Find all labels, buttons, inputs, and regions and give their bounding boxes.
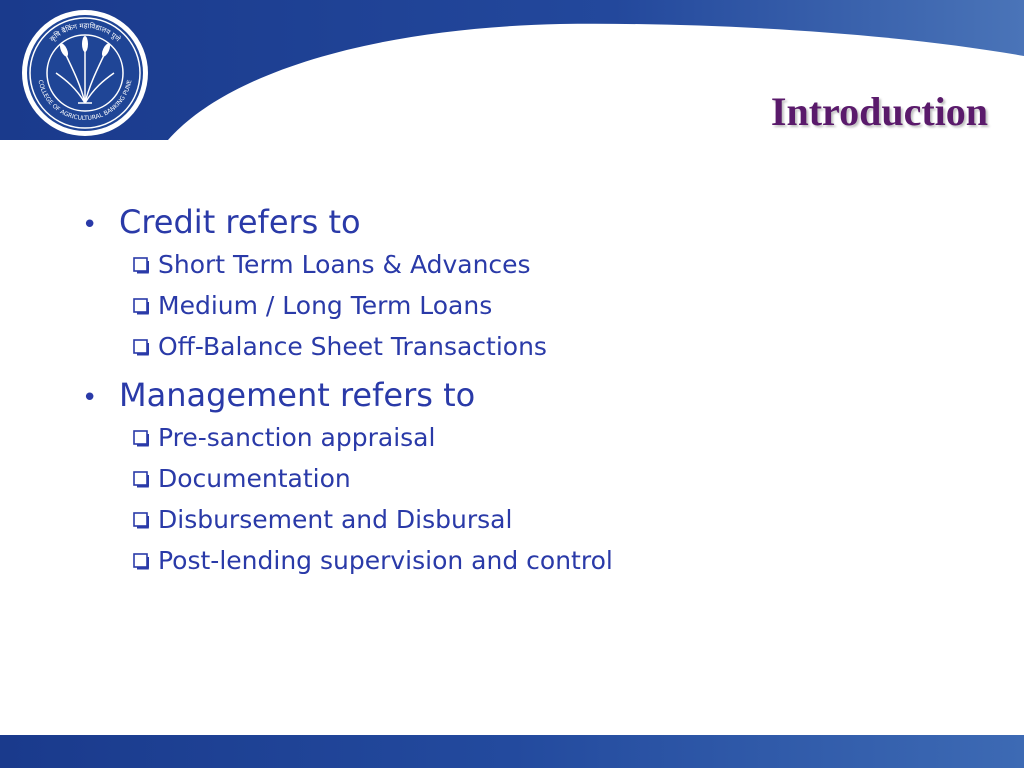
footer-band	[0, 735, 1024, 768]
logo-hindi-text: कृषि बैंकिंग महाविद्यालय पुणे	[48, 21, 122, 44]
checkbox-square-icon	[132, 429, 158, 447]
sub-bullet-item	[132, 499, 980, 540]
sub-bullet-text: Pre-sanction appraisal	[158, 423, 436, 452]
sub-bullet-text: Short Term Loans & Advances	[158, 250, 531, 279]
logo-english-text: COLLEGE OF AGRICULTURAL BANKING PUNE	[36, 79, 134, 123]
checkbox-square-icon	[132, 338, 158, 356]
sub-bullet-item	[132, 326, 980, 367]
checkbox-square-icon	[132, 511, 158, 529]
sub-bullet-item	[132, 244, 980, 285]
bullet-item	[80, 200, 980, 244]
bullet-dot-icon: •	[82, 210, 98, 240]
checkbox-square-icon	[132, 297, 158, 315]
sub-bullet-item	[132, 458, 980, 499]
sub-bullet-text: Medium / Long Term Loans	[158, 291, 493, 320]
sub-bullet-text: Documentation	[158, 464, 351, 493]
college-logo	[20, 8, 150, 138]
checkbox-square-icon	[132, 256, 158, 274]
sub-bullet-item	[132, 417, 980, 458]
checkbox-square-icon	[132, 470, 158, 488]
bullet-dot-icon: •	[82, 383, 98, 413]
sub-bullet-item	[132, 540, 980, 581]
sub-bullet-item	[132, 285, 980, 326]
sub-bullet-text: Off-Balance Sheet Transactions	[158, 332, 547, 361]
bullet-heading: Management refers to	[119, 376, 476, 414]
slide-title: Introduction	[770, 89, 988, 134]
sub-bullet-text: Post-lending supervision and control	[158, 546, 613, 575]
sub-bullet-text: Disbursement and Disbursal	[158, 505, 513, 534]
slide-content	[80, 200, 980, 581]
checkbox-square-icon	[132, 552, 158, 570]
bullet-heading: Credit refers to	[119, 203, 361, 241]
bullet-item	[80, 373, 980, 417]
